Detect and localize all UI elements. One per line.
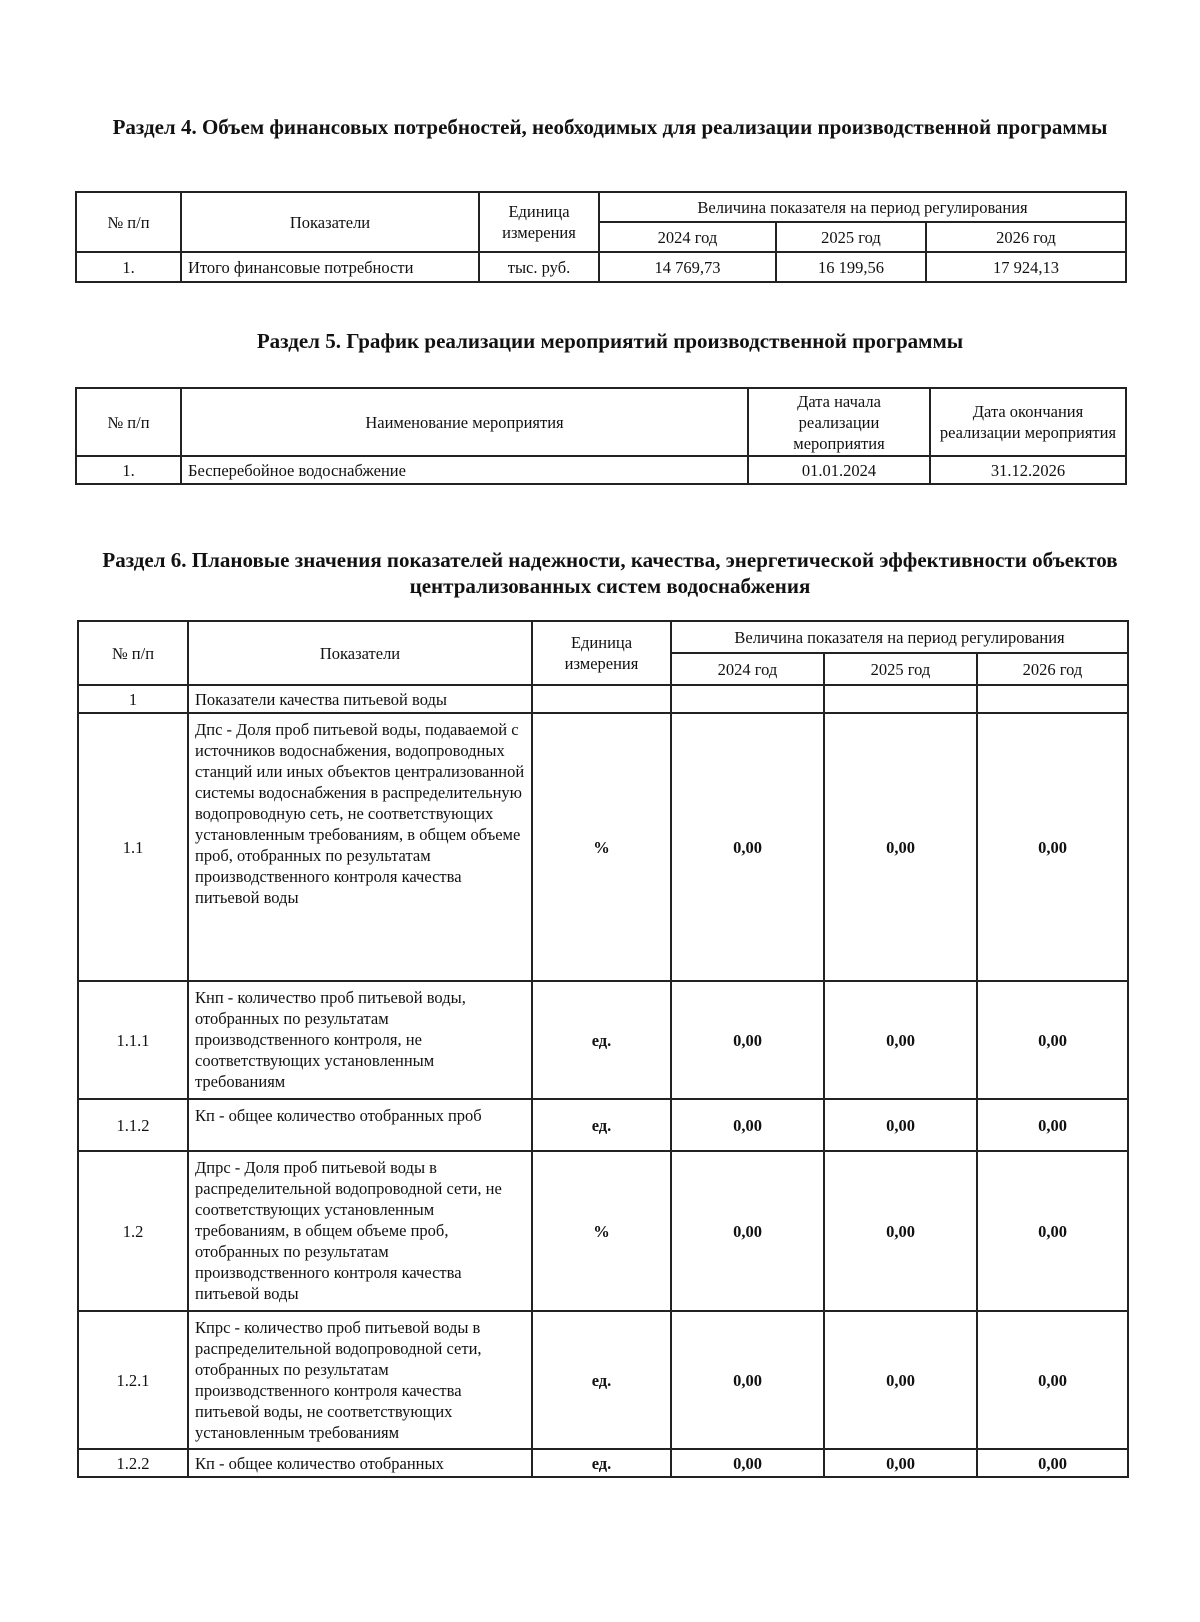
row-unit: ед. — [532, 1099, 671, 1151]
row-unit: % — [532, 713, 671, 981]
schedule-table — [75, 387, 1127, 485]
header-indicator: Показатели — [181, 192, 479, 252]
row-indicator: Кпрс - количество проб питьевой воды в распределительной водопроводной сети, отобранных по результатам производственного контроля качества питьевой воды, не соответствующих установленным требованиям — [188, 1311, 532, 1449]
row-value-2025 — [824, 685, 977, 713]
table-row — [78, 981, 1128, 1099]
row-num: 1.2 — [78, 1151, 188, 1311]
header-period: Величина показателя на период регулирования — [671, 621, 1128, 653]
row-value-2025: 0,00 — [824, 1099, 977, 1151]
table-row — [78, 1099, 1128, 1151]
row-value-2024: 0,00 — [671, 1099, 824, 1151]
row-unit: ед. — [532, 1311, 671, 1449]
row-num: 1.1.1 — [78, 981, 188, 1099]
row-num: 1.1.2 — [78, 1099, 188, 1151]
header-year-2026: 2026 год — [977, 653, 1128, 685]
row-value-2024: 0,00 — [671, 981, 824, 1099]
row-num: 1.2.2 — [78, 1449, 188, 1477]
header-year-2025: 2025 год — [824, 653, 977, 685]
header-indicator: Показатели — [188, 621, 532, 685]
header-start-date: Дата начала реализации мероприятия — [748, 388, 930, 456]
row-indicator: Показатели качества питьевой воды — [188, 685, 532, 713]
row-num: 1. — [76, 456, 181, 484]
row-value-2026 — [977, 685, 1128, 713]
row-value-2024 — [671, 685, 824, 713]
header-num: № п/п — [76, 388, 181, 456]
row-unit: ед. — [532, 1449, 671, 1477]
row-value-2026: 0,00 — [977, 981, 1128, 1099]
table-row — [78, 685, 1128, 713]
header-year-2025: 2025 год — [776, 222, 926, 252]
row-unit — [532, 685, 671, 713]
row-value-2024: 0,00 — [671, 1449, 824, 1477]
row-value-2024: 0,00 — [671, 1311, 824, 1449]
row-value-2025: 0,00 — [824, 981, 977, 1099]
section5-title: Раздел 5. График реализации мероприятий производственной программы — [256, 329, 964, 353]
row-num: 1.2.1 — [78, 1311, 188, 1449]
row-unit: ед. — [532, 981, 671, 1099]
header-num: № п/п — [76, 192, 181, 252]
section6-title: Раздел 6. Плановые значения показателей надежности, качества, энергетической эффективности объектов централизованных систем водоснабжения — [102, 548, 1118, 598]
row-value-2026: 0,00 — [977, 1151, 1128, 1311]
header-unit: Единица измерения — [532, 621, 671, 685]
header-year-2026: 2026 год — [926, 222, 1126, 252]
row-num: 1. — [76, 252, 181, 282]
row-value-2026: 0,00 — [977, 1099, 1128, 1151]
header-period: Величина показателя на период регулирования — [599, 192, 1126, 222]
row-value-2024: 14 769,73 — [599, 252, 776, 282]
header-year-2024: 2024 год — [599, 222, 776, 252]
row-unit: % — [532, 1151, 671, 1311]
row-indicator: Кнп - количество проб питьевой воды, отобранных по результатам производственного контроля, не соответствующих установленным требованиям — [188, 981, 532, 1099]
row-indicator: Дпс - Доля проб питьевой воды, подаваемой с источников водоснабжения, водопроводных станций или иных объектов централизованной системы водоснабжения в распределительную водопроводную сеть, не соответствующих установленным требованиям, в общем объеме проб, отобранных по результатам производственного контроля качества питьевой воды — [188, 713, 532, 981]
financial-needs-table — [75, 191, 1127, 283]
table-row — [76, 252, 1126, 282]
row-value-2025: 0,00 — [824, 1151, 977, 1311]
table-row — [76, 456, 1126, 484]
header-year-2024: 2024 год — [671, 653, 824, 685]
indicators-table — [77, 620, 1129, 1478]
table-row — [78, 1311, 1128, 1449]
row-value-2025: 0,00 — [824, 1449, 977, 1477]
row-value-2025: 0,00 — [824, 713, 977, 981]
row-unit: тыс. руб. — [479, 252, 599, 282]
header-end-date: Дата окончания реализации мероприятия — [930, 388, 1126, 456]
row-num: 1.1 — [78, 713, 188, 981]
row-indicator: Кп - общее количество отобранных — [188, 1449, 532, 1477]
row-value-2026: 0,00 — [977, 713, 1128, 981]
row-name: Бесперебойное водоснабжение — [181, 456, 748, 484]
header-name: Наименование мероприятия — [181, 388, 748, 456]
row-value-2025: 16 199,56 — [776, 252, 926, 282]
row-value-2025: 0,00 — [824, 1311, 977, 1449]
table-row — [78, 713, 1128, 981]
section4-title: Раздел 4. Объем финансовых потребностей, необходимых для реализации производственной программы — [112, 115, 1108, 139]
row-end-date: 31.12.2026 — [930, 456, 1126, 484]
row-value-2024: 0,00 — [671, 713, 824, 981]
row-value-2024: 0,00 — [671, 1151, 824, 1311]
row-indicator: Кп - общее количество отобранных проб — [188, 1099, 532, 1151]
row-value-2026: 17 924,13 — [926, 252, 1126, 282]
row-start-date: 01.01.2024 — [748, 456, 930, 484]
row-indicator: Итого финансовые потребности — [181, 252, 479, 282]
row-indicator: Дпрс - Доля проб питьевой воды в распределительной водопроводной сети, не соответствующих установленным требованиям, в общем объеме проб, отобранных по результатам производственного контроля качества питьевой воды — [188, 1151, 532, 1311]
row-num: 1 — [78, 685, 188, 713]
row-value-2026: 0,00 — [977, 1449, 1128, 1477]
table-row — [78, 1151, 1128, 1311]
header-num: № п/п — [78, 621, 188, 685]
row-value-2026: 0,00 — [977, 1311, 1128, 1449]
header-unit: Единица измерения — [479, 192, 599, 252]
table-row — [78, 1449, 1128, 1477]
